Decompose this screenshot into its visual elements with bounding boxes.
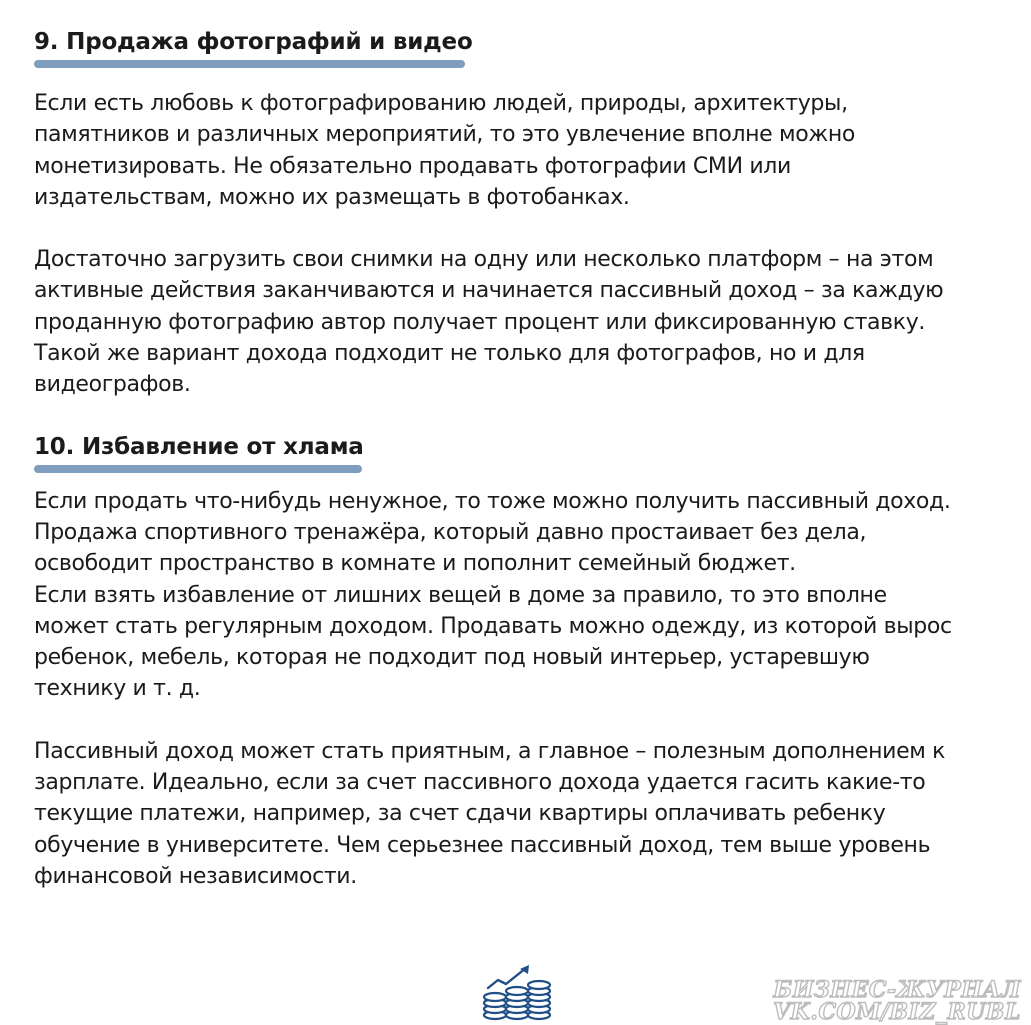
text-line: Если продать что-нибудь ненужное, то тоже можно получить пассивный доход.	[34, 488, 951, 514]
text-line: зарплате. Идеально, если за счет пассивного дохода удается гасить какие-то	[34, 770, 926, 796]
article	[34, 26, 1009, 892]
text-line: текущие платежи, например, за счет сдачи квартиры оплачивать ребенку	[34, 801, 886, 827]
text-line: освободит пространство в комнате и пополнит семейный бюджет.	[34, 551, 796, 577]
coin-stacks-growth-icon	[482, 964, 552, 1022]
text-line: Такой же вариант дохода подходит не только для фотографов, но и для	[34, 341, 865, 367]
text-line: может стать регулярным доходом. Продавать можно одежду, из которой вырос	[34, 613, 952, 639]
text-line: Достаточно загрузить свои снимки на одну или несколько платформ – на этом	[34, 247, 934, 273]
text-line: проданную фотографию автор получает процент или фиксированную ставку.	[34, 309, 926, 335]
section-9-paragraph-2	[34, 244, 1009, 400]
text-line: технику и т. д.	[34, 676, 201, 702]
text-line: ребенок, мебель, которая не подходит под новый интерьер, устаревшую	[34, 645, 870, 671]
section-9-paragraph-1	[34, 88, 1009, 213]
section-10-underline	[34, 465, 362, 473]
watermark-line-2: VK.COM/BIZ_RUBL	[773, 999, 1021, 1025]
text-line: видеографов.	[34, 372, 191, 398]
section-10-paragraph-1	[34, 486, 1009, 705]
section-10-paragraph-2	[34, 736, 1009, 892]
text-line: Если есть любовь к фотографированию людей, природы, архитектуры,	[34, 91, 848, 116]
text-line: Пассивный доход может стать приятным, а главное – полезным дополнением к	[34, 738, 946, 764]
text-line: финансовой независимости.	[34, 863, 357, 889]
section-10-heading: 10. Избавление от хлама	[34, 433, 364, 460]
text-line: издательствам, можно их размещать в фотобанках.	[34, 184, 630, 210]
text-line: монетизировать. Не обязательно продавать фотографии СМИ или	[34, 153, 791, 179]
text-line: Продажа спортивного тренажёра, который давно простаивает без дела,	[34, 519, 867, 545]
text-line: обучение в университете. Чем серьезнее пассивный доход, тем выше уровень	[34, 832, 931, 858]
watermark-line-1: БИЗНЕС-ЖУРНАЛ	[773, 977, 1021, 1003]
watermark	[773, 979, 1021, 1023]
text-line: Если взять избавление от лишних вещей в доме за правило, то это вполне	[34, 582, 887, 608]
section-9-heading: 9. Продажа фотографий и видео	[34, 29, 473, 55]
text-line: памятников и различных мероприятий, то это увлечение вполне можно	[34, 122, 855, 148]
text-line: активные действия заканчиваются и начинается пассивный доход – за каждую	[34, 278, 944, 304]
section-9-underline	[34, 60, 465, 68]
